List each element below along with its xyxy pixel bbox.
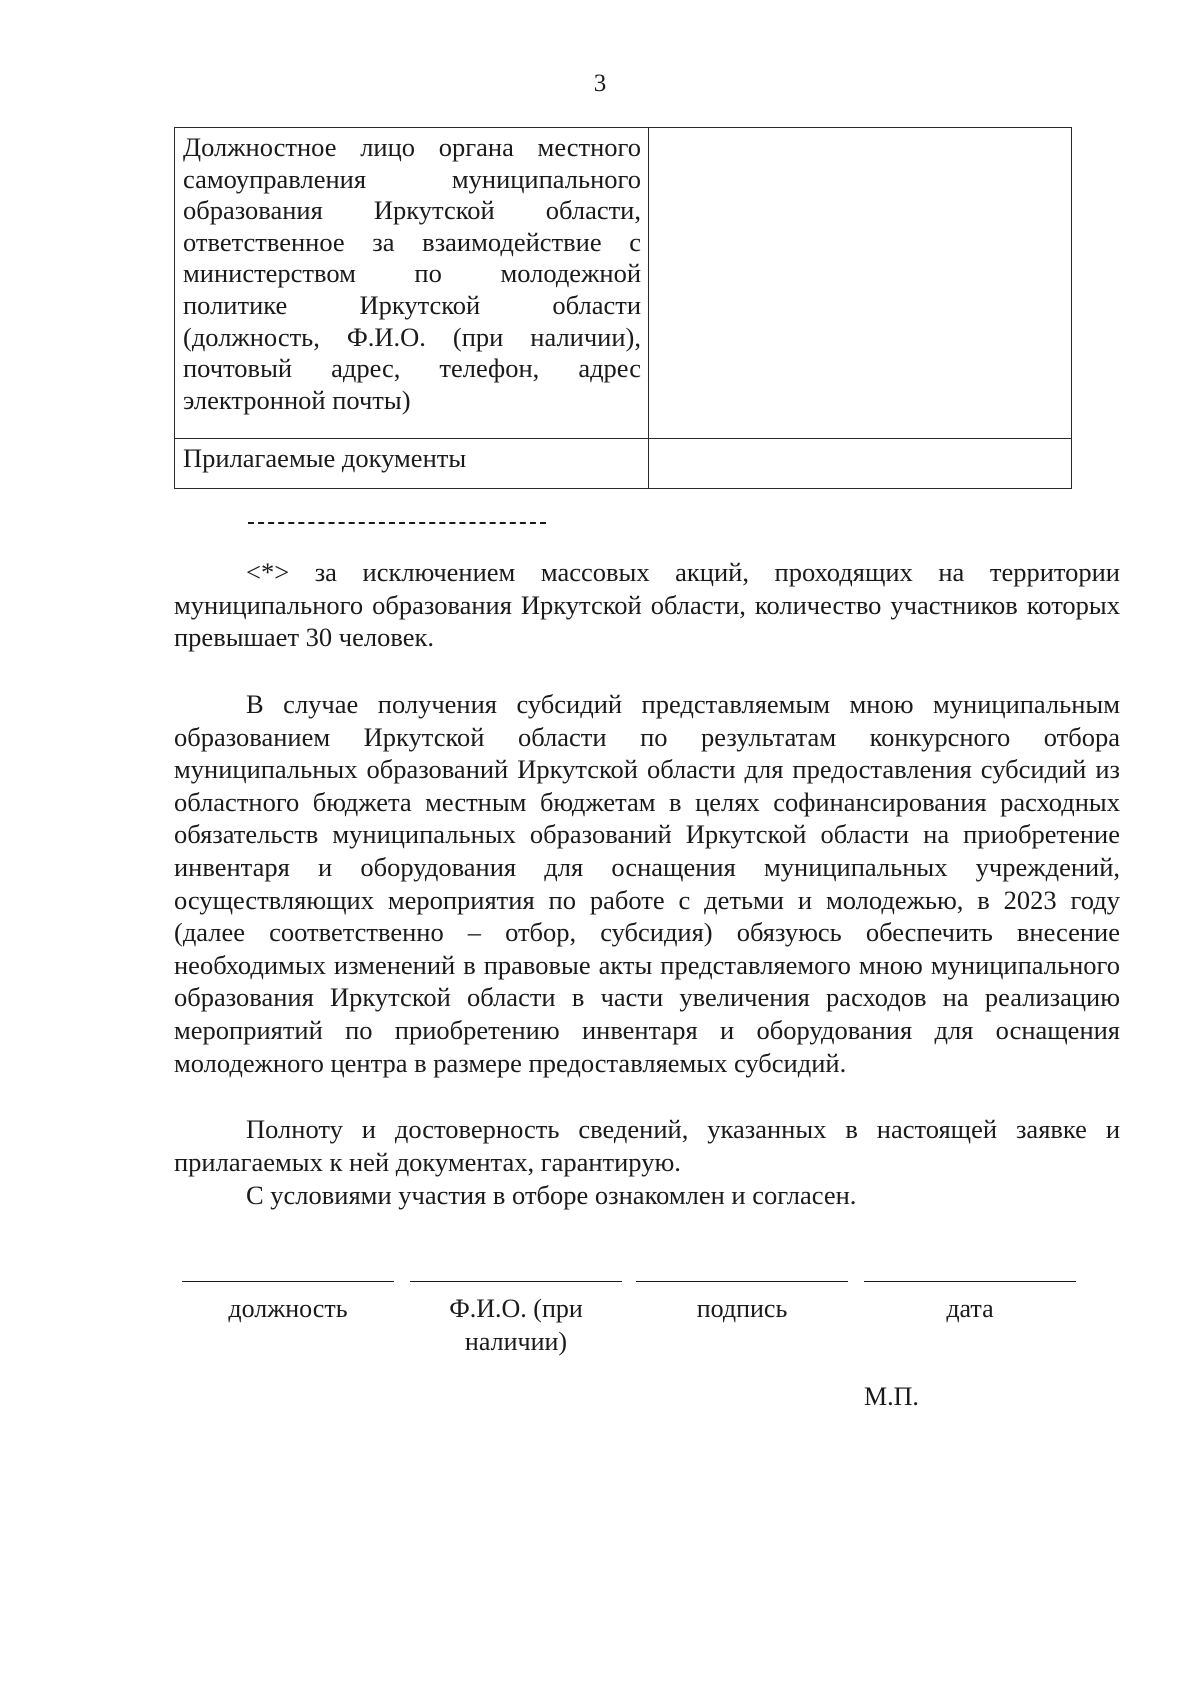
signature-label-date: дата bbox=[946, 1294, 994, 1323]
signature-label-position: должность bbox=[228, 1294, 348, 1323]
signature-line-position bbox=[182, 1281, 394, 1282]
signature-line-sign bbox=[636, 1281, 848, 1282]
table-label-documents: Прилагаемые документы bbox=[175, 439, 649, 489]
table-row bbox=[175, 439, 1072, 489]
signature-line-name bbox=[410, 1281, 622, 1282]
table-value-official bbox=[649, 128, 1072, 439]
page-number: 3 bbox=[593, 70, 607, 97]
application-info-table bbox=[174, 127, 1072, 489]
signature-label-sign: подпись bbox=[696, 1294, 788, 1323]
obligation-paragraph: В случае получения субсидий представляемым мною муниципальным образованием Иркутской области по результатам конкурсного отбора муниципальных образований Иркутской области для предоставления субсидий из областного бюджета местным бюджетам в целях софинансирования расходных обязательств муниципальных образований Иркутской области на приобретение инвентаря и оборудования для оснащения муниципальных учреждений, осуществляющих мероприятия по работе с детьми и молодежью, в 2023 году (далее соответственно – отбор, субсидия) обязуюсь обеспечить внесение необходимых изменений в правовые акты представляемого мною муниципального образования Иркутской области в части увеличения расходов на реализацию мероприятий по приобретению инвентаря и оборудования для оснащения молодежного центра в размере предоставляемых субсидий. bbox=[174, 689, 1120, 1078]
table-label-official: Должностное лицо органа местного самоуправления муниципального образования Иркутской области, ответственное за взаимодействие с министерством по молодежной политике Иркутской области (должность, Ф.И.О. (при наличии), почтовый адрес, телефон, адрес электронной почты) bbox=[175, 128, 649, 439]
table-row bbox=[175, 128, 1072, 439]
footnote-separator bbox=[248, 522, 546, 524]
stamp-mark: М.П. bbox=[864, 1382, 919, 1411]
signature-label-name: Ф.И.О. (при наличии) bbox=[449, 1294, 583, 1356]
table-value-documents bbox=[649, 439, 1072, 489]
guarantee-paragraph: Полноту и достоверность сведений, указанных в настоящей заявке и прилагаемых к ней документах, гарантирую. bbox=[174, 1114, 1120, 1177]
consent-paragraph: С условиями участия в отборе ознакомлен и согласен. bbox=[246, 1180, 857, 1210]
signature-line-date bbox=[864, 1281, 1076, 1282]
footnote-text: <*> за исключением массовых акций, проходящих на территории муниципального образования Иркутской области, количество участников которых превышает 30 человек. bbox=[174, 557, 1120, 653]
